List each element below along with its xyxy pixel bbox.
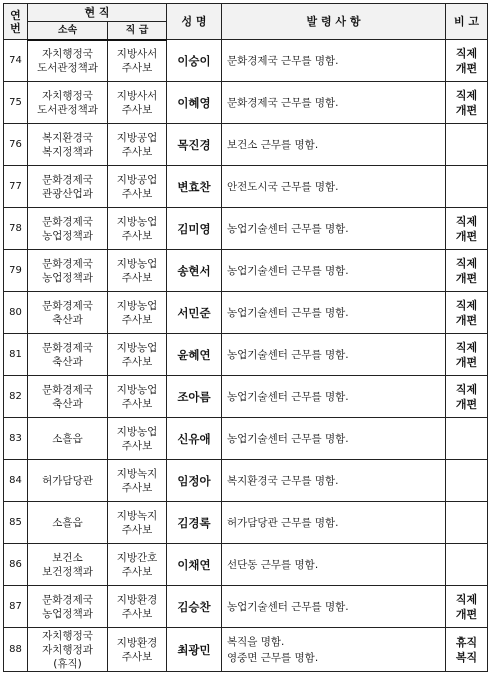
department-line: 자치행정과 xyxy=(42,643,93,656)
table-row xyxy=(4,628,488,672)
grade-cell xyxy=(108,250,167,292)
note-cell xyxy=(446,586,488,628)
note-line: 직제 xyxy=(455,256,478,270)
grade-line: 지방공업 xyxy=(116,131,158,144)
row-number: 74 xyxy=(4,40,28,82)
order-cell xyxy=(222,250,446,292)
department-cell xyxy=(28,292,108,334)
department-line: 문화경제국 xyxy=(42,215,93,228)
note-line: 휴직 xyxy=(455,635,478,649)
order-line: 보건소 근무를 명함. xyxy=(227,138,319,151)
note-cell xyxy=(446,292,488,334)
grade-line: 주사보 xyxy=(121,397,153,410)
department-line: 도서관정책과 xyxy=(37,103,98,116)
header-no-bottom: 번 xyxy=(10,21,21,35)
header-no xyxy=(4,4,28,40)
grade-line: 지방환경 xyxy=(116,636,158,649)
department-cell xyxy=(28,418,108,460)
grade-line: 주사보 xyxy=(121,650,153,663)
order-cell xyxy=(222,376,446,418)
order-cell xyxy=(222,166,446,208)
table-row xyxy=(4,334,488,376)
order-line: 복직을 명함. xyxy=(227,635,285,648)
note-cell xyxy=(446,208,488,250)
row-number: 86 xyxy=(4,544,28,586)
grade-line: 주사보 xyxy=(121,565,153,578)
department-line: 복지정책과 xyxy=(42,145,93,158)
note-line: 개편 xyxy=(455,103,478,117)
table-row xyxy=(4,292,488,334)
department-line: 문화경제국 xyxy=(42,299,93,312)
person-name: 김경록 xyxy=(167,502,222,544)
department-cell xyxy=(28,334,108,376)
department-line: 농업정책과 xyxy=(42,607,93,620)
note-line: 직제 xyxy=(455,298,478,312)
table-row xyxy=(4,166,488,208)
row-number: 80 xyxy=(4,292,28,334)
person-name: 신유애 xyxy=(167,418,222,460)
department-line: 보건정책과 xyxy=(42,565,93,578)
order-cell xyxy=(222,208,446,250)
note-line: 직제 xyxy=(455,592,478,606)
grade-cell xyxy=(108,502,167,544)
row-number: 82 xyxy=(4,376,28,418)
person-name: 변효찬 xyxy=(167,166,222,208)
department-cell xyxy=(28,250,108,292)
department-line: 보건소 xyxy=(52,551,83,564)
header-order: 발 령 사 항 xyxy=(222,4,446,40)
person-name: 송현서 xyxy=(167,250,222,292)
grade-line: 지방녹지 xyxy=(116,467,158,480)
row-number: 77 xyxy=(4,166,28,208)
note-cell xyxy=(446,166,488,208)
order-cell xyxy=(222,628,446,672)
grade-cell xyxy=(108,82,167,124)
department-line: 문화경제국 xyxy=(42,593,93,606)
person-name: 김미영 xyxy=(167,208,222,250)
personnel-order-table xyxy=(3,3,488,672)
note-cell xyxy=(446,628,488,672)
note-line: 직제 xyxy=(455,88,478,102)
order-line: 농업기술센터 근무를 명함. xyxy=(227,348,349,361)
department-line: 도서관정책과 xyxy=(37,61,98,74)
department-line: 자치행정국 xyxy=(42,89,93,102)
grade-cell xyxy=(108,292,167,334)
grade-cell xyxy=(108,586,167,628)
grade-line: 주사보 xyxy=(121,481,153,494)
table-row xyxy=(4,502,488,544)
order-line: 농업기술센터 근무를 명함. xyxy=(227,222,349,235)
order-cell xyxy=(222,292,446,334)
note-cell xyxy=(446,418,488,460)
note-cell xyxy=(446,502,488,544)
grade-line: 지방농업 xyxy=(116,425,158,438)
department-cell xyxy=(28,586,108,628)
table-row xyxy=(4,460,488,502)
department-line: 자치행정국 xyxy=(42,629,93,642)
grade-line: 주사보 xyxy=(121,145,153,158)
department-line: (휴직) xyxy=(53,657,82,670)
person-name: 이혜영 xyxy=(167,82,222,124)
table-body xyxy=(4,40,488,672)
table-row xyxy=(4,418,488,460)
grade-line: 지방농업 xyxy=(116,257,158,270)
grade-line: 주사보 xyxy=(121,61,153,74)
order-line: 농업기술센터 근무를 명함. xyxy=(227,600,349,613)
table-row xyxy=(4,250,488,292)
order-line: 농업기술센터 근무를 명함. xyxy=(227,306,349,319)
grade-line: 지방녹지 xyxy=(116,509,158,522)
grade-line: 주사보 xyxy=(121,103,153,116)
department-line: 허가담당관 xyxy=(42,474,93,487)
note-cell xyxy=(446,376,488,418)
header-name: 성 명 xyxy=(167,4,222,40)
grade-line: 주사보 xyxy=(121,439,153,452)
table-row xyxy=(4,544,488,586)
department-line: 문화경제국 xyxy=(42,383,93,396)
grade-cell xyxy=(108,376,167,418)
grade-line: 주사보 xyxy=(121,229,153,242)
row-number: 84 xyxy=(4,460,28,502)
grade-cell xyxy=(108,544,167,586)
note-cell xyxy=(446,460,488,502)
department-line: 농업정책과 xyxy=(42,271,93,284)
department-line: 농업정책과 xyxy=(42,229,93,242)
grade-cell xyxy=(108,334,167,376)
note-cell xyxy=(446,334,488,376)
grade-line: 주사보 xyxy=(121,607,153,620)
row-number: 79 xyxy=(4,250,28,292)
person-name: 임정아 xyxy=(167,460,222,502)
order-line: 문화경제국 근무를 명함. xyxy=(227,96,339,109)
grade-cell xyxy=(108,460,167,502)
order-line: 선단동 근무를 명함. xyxy=(227,558,319,571)
note-cell xyxy=(446,544,488,586)
order-line: 농업기술센터 근무를 명함. xyxy=(227,264,349,277)
grade-line: 주사보 xyxy=(121,355,153,368)
department-cell xyxy=(28,124,108,166)
order-cell xyxy=(222,40,446,82)
note-line: 개편 xyxy=(455,313,478,327)
department-line: 관광산업과 xyxy=(42,187,93,200)
department-cell xyxy=(28,544,108,586)
person-name: 이숭이 xyxy=(167,40,222,82)
row-number: 83 xyxy=(4,418,28,460)
header-grade: 직 급 xyxy=(108,22,167,40)
order-cell xyxy=(222,334,446,376)
department-line: 소흘읍 xyxy=(52,516,83,529)
grade-cell xyxy=(108,418,167,460)
person-name: 조아름 xyxy=(167,376,222,418)
note-line: 개편 xyxy=(455,229,478,243)
row-number: 76 xyxy=(4,124,28,166)
department-line: 복지환경국 xyxy=(42,131,93,144)
person-name: 최광민 xyxy=(167,628,222,672)
order-cell xyxy=(222,124,446,166)
department-line: 문화경제국 xyxy=(42,173,93,186)
department-cell xyxy=(28,376,108,418)
note-line: 개편 xyxy=(455,271,478,285)
person-name: 이채연 xyxy=(167,544,222,586)
table-row xyxy=(4,208,488,250)
department-cell xyxy=(28,166,108,208)
grade-cell xyxy=(108,208,167,250)
header-dept: 소속 xyxy=(28,22,108,40)
note-line: 복직 xyxy=(455,650,478,664)
row-number: 75 xyxy=(4,82,28,124)
header-no-top: 연 xyxy=(10,8,21,22)
note-line: 직제 xyxy=(455,46,478,60)
order-cell xyxy=(222,544,446,586)
grade-line: 주사보 xyxy=(121,271,153,284)
grade-line: 지방사서 xyxy=(116,89,158,102)
department-line: 소흘읍 xyxy=(52,432,83,445)
row-number: 87 xyxy=(4,586,28,628)
order-cell xyxy=(222,418,446,460)
department-cell xyxy=(28,460,108,502)
department-cell xyxy=(28,208,108,250)
note-line: 직제 xyxy=(455,214,478,228)
note-line: 개편 xyxy=(455,607,478,621)
note-line: 개편 xyxy=(455,397,478,411)
note-cell xyxy=(446,40,488,82)
row-number: 85 xyxy=(4,502,28,544)
row-number: 81 xyxy=(4,334,28,376)
department-cell xyxy=(28,628,108,672)
department-line: 축산과 xyxy=(52,355,83,368)
person-name: 목진경 xyxy=(167,124,222,166)
header-current-position: 현 직 xyxy=(28,4,167,22)
department-line: 문화경제국 xyxy=(42,257,93,270)
order-cell xyxy=(222,460,446,502)
person-name: 윤혜연 xyxy=(167,334,222,376)
note-line: 직제 xyxy=(455,382,478,396)
grade-cell xyxy=(108,628,167,672)
grade-cell xyxy=(108,40,167,82)
grade-cell xyxy=(108,124,167,166)
department-line: 자치행정국 xyxy=(42,47,93,60)
note-cell xyxy=(446,82,488,124)
department-cell xyxy=(28,502,108,544)
note-line: 개편 xyxy=(455,355,478,369)
order-line: 농업기술센터 근무를 명함. xyxy=(227,390,349,403)
grade-line: 지방간호 xyxy=(116,551,158,564)
grade-line: 지방환경 xyxy=(116,593,158,606)
grade-line: 지방농업 xyxy=(116,341,158,354)
order-cell xyxy=(222,502,446,544)
order-line: 안전도시국 근무를 명함. xyxy=(227,180,339,193)
order-line: 농업기술센터 근무를 명함. xyxy=(227,432,349,445)
order-line: 복지환경국 근무를 명함. xyxy=(227,474,339,487)
header-note: 비 고 xyxy=(446,4,488,40)
department-line: 축산과 xyxy=(52,397,83,410)
note-line: 개편 xyxy=(455,61,478,75)
department-cell xyxy=(28,82,108,124)
order-cell xyxy=(222,82,446,124)
table-row xyxy=(4,124,488,166)
grade-line: 지방공업 xyxy=(116,173,158,186)
department-cell xyxy=(28,40,108,82)
grade-line: 주사보 xyxy=(121,313,153,326)
person-name: 서민준 xyxy=(167,292,222,334)
row-number: 78 xyxy=(4,208,28,250)
table-row xyxy=(4,82,488,124)
order-line: 영중면 근무를 명함. xyxy=(227,651,319,664)
row-number: 88 xyxy=(4,628,28,672)
table-row xyxy=(4,586,488,628)
note-cell xyxy=(446,250,488,292)
table-row xyxy=(4,376,488,418)
department-line: 축산과 xyxy=(52,313,83,326)
grade-line: 지방사서 xyxy=(116,47,158,60)
grade-cell xyxy=(108,166,167,208)
order-line: 허가담당관 근무를 명함. xyxy=(227,516,339,529)
department-line: 문화경제국 xyxy=(42,341,93,354)
order-cell xyxy=(222,586,446,628)
grade-line: 지방농업 xyxy=(116,215,158,228)
grade-line: 지방농업 xyxy=(116,383,158,396)
order-line: 문화경제국 근무를 명함. xyxy=(227,54,339,67)
grade-line: 주사보 xyxy=(121,523,153,536)
grade-line: 주사보 xyxy=(121,187,153,200)
note-cell xyxy=(446,124,488,166)
person-name: 김승찬 xyxy=(167,586,222,628)
table-row xyxy=(4,40,488,82)
note-line: 직제 xyxy=(455,340,478,354)
grade-line: 지방농업 xyxy=(116,299,158,312)
